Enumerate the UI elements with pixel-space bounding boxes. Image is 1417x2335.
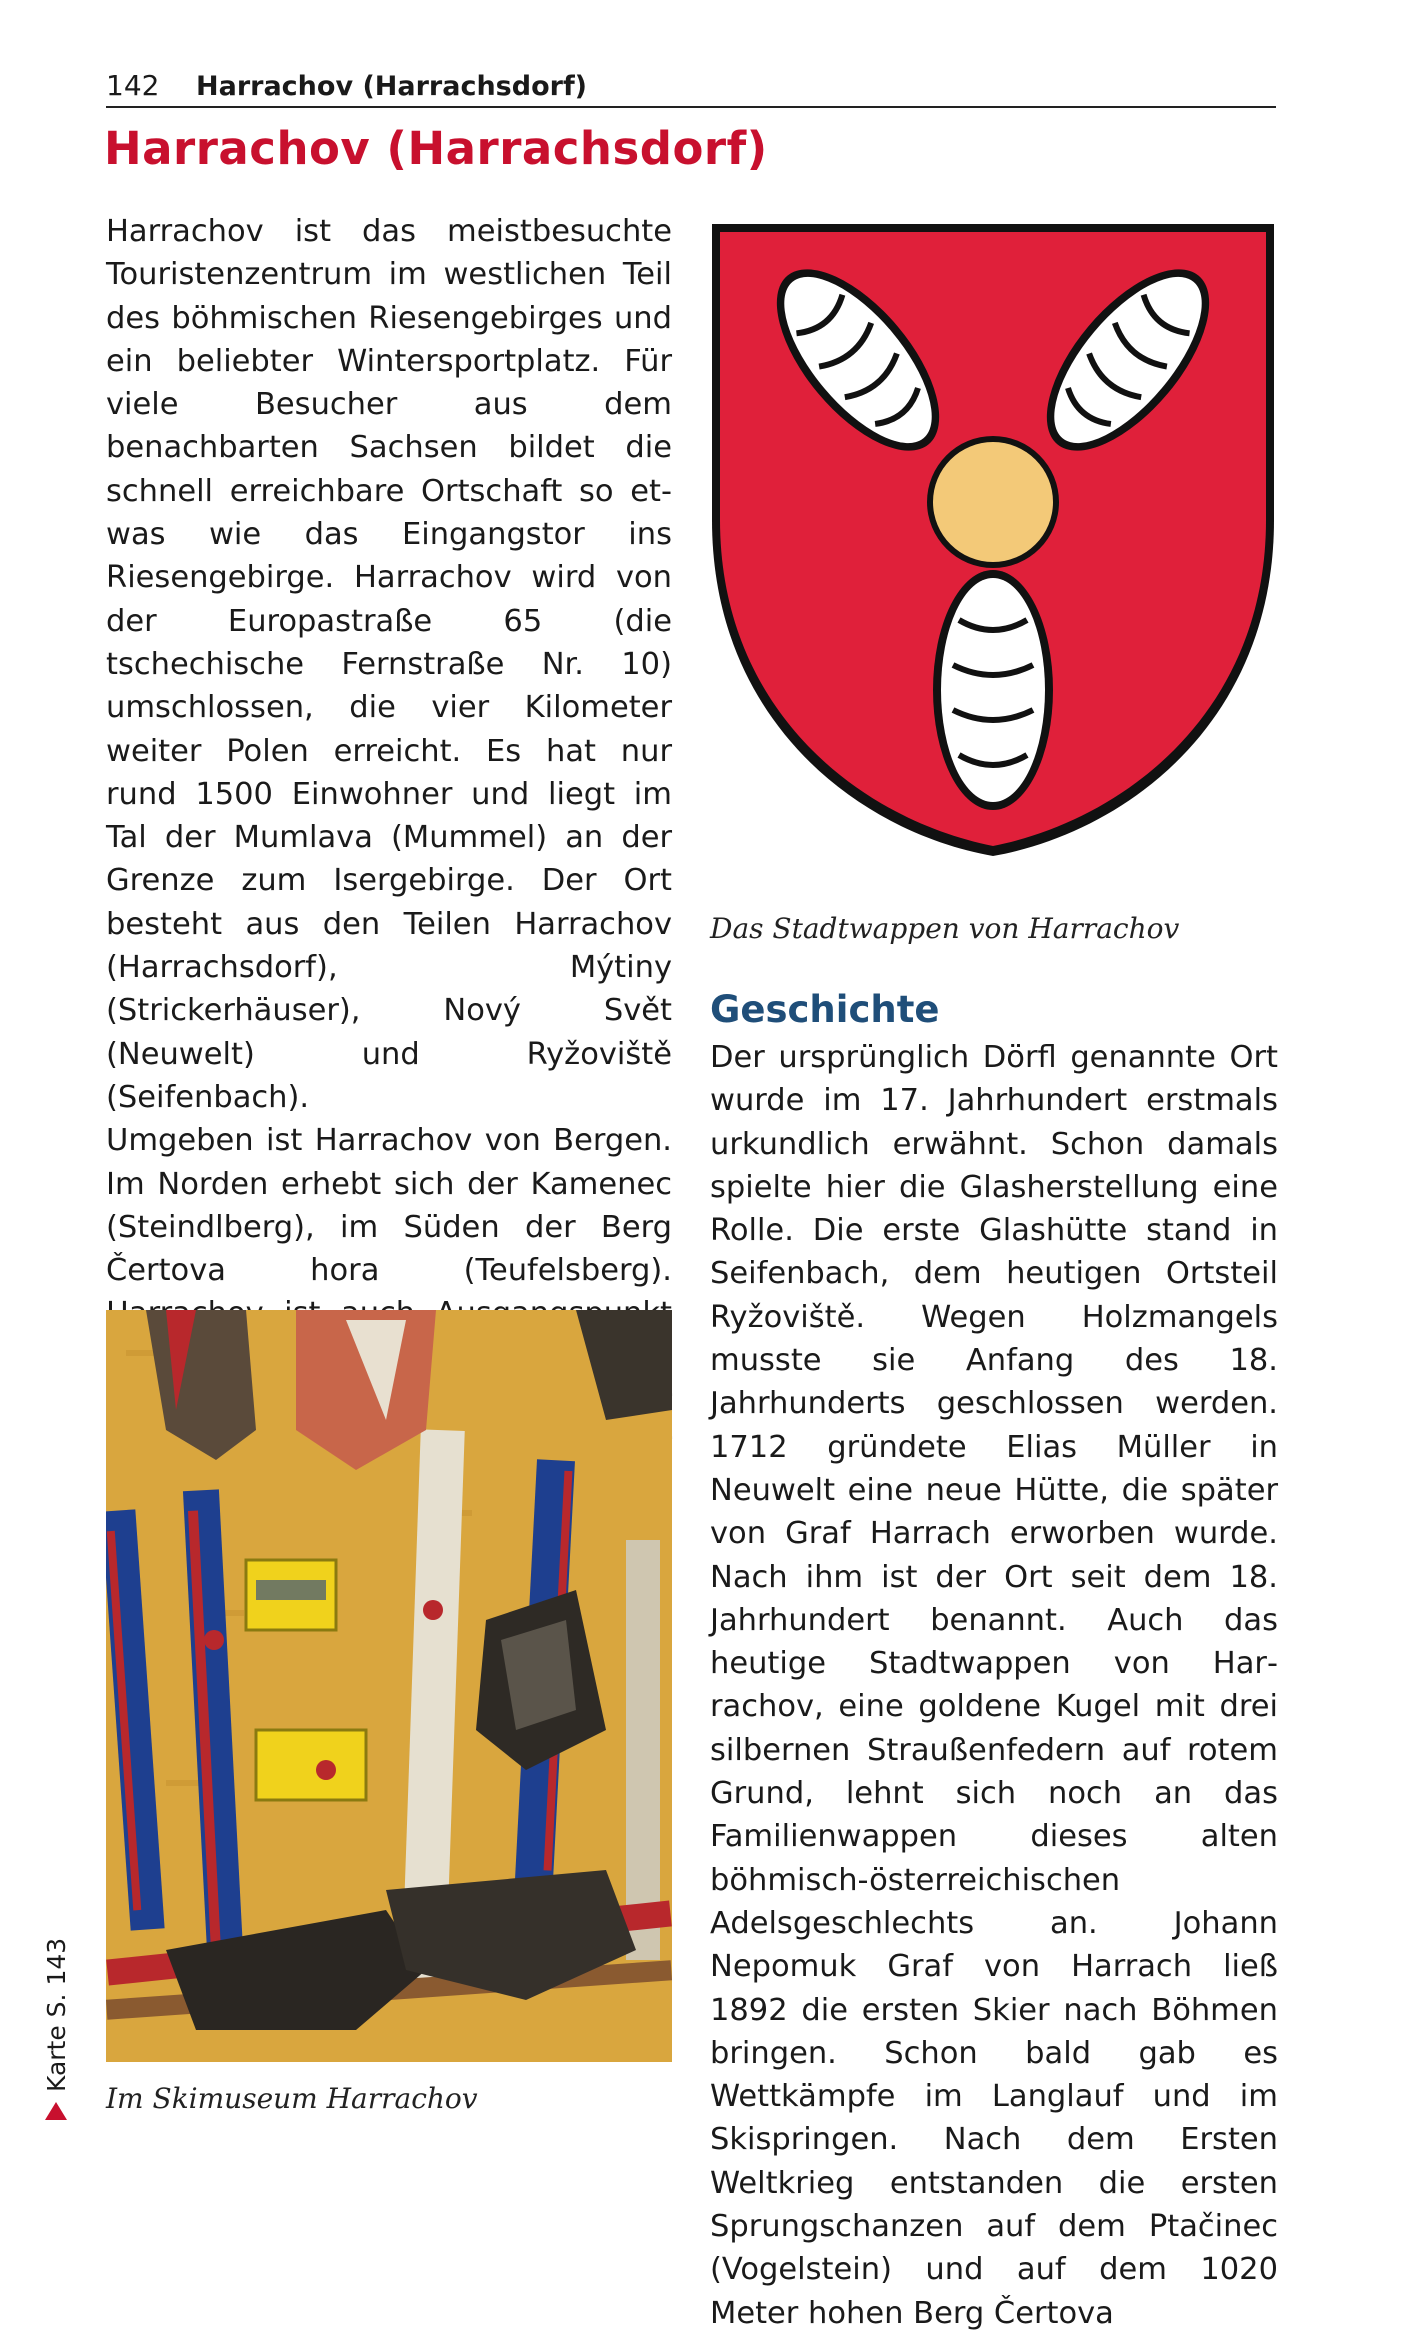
history-heading: Geschichte bbox=[710, 988, 940, 1031]
feather-bottom bbox=[933, 570, 1053, 810]
map-reference-label: Karte S. 143 bbox=[41, 1937, 71, 2092]
yellow-tray bbox=[256, 1730, 366, 1800]
running-header bbox=[106, 66, 1276, 108]
running-title: Harrachov (Harrachsdorf) bbox=[196, 71, 588, 102]
coat-of-arms-image bbox=[708, 220, 1278, 860]
history-paragraph: Der ursprünglich Dörfl genannte Ort wurde im 17. Jahrhundert erstmals urkundlich erwähnt. Schon damals spielte hier die Glasherstellung eine Rolle. Die erste Glashütte stand in Seifenbach, dem heutigen Ortsteil Ryžoviště. Wegen Holzmangels musste sie Anfang des 18. Jahrhunderts geschlossen werden. 1712 gründete Elias Müller in Neuwelt eine neue Hütte, die später von Graf Harrach erworben wurde. Nach ihm ist der Ort seit dem 18. Jahrhundert benannt. Auch das heutige Stadtwappen von Harrachov, eine goldene Kugel mit drei silbernen Straußenfedern auf rotem Grund, lehnt sich noch an das Familienwappen dieses alten böhmisch-österreichischen Adelsgeschlechts an. Johann Nepomuk Graf von Harrach ließ 1892 die ersten Skier nach Böhmen bringen. Schon bald gab es Wettkämpfe im Langlauf und im Skispringen. Nach dem Ersten Weltkrieg entstanden die ersten Sprungschanzen auf dem Ptačinec (Vogelstein) und auf dem 1020 Meter hohen Berg Čertova bbox=[710, 1040, 1278, 2331]
yellow-box bbox=[246, 1560, 336, 1630]
arrow-icon bbox=[45, 2102, 67, 2120]
intro-paragraph-1: Harrachov ist das meistbesuchte Touristenzentrum im westlichen Teil des böhmischen Riesengebirges und ein beliebter Wintersportplatz. Für viele Besucher aus dem benachbarten Sachsen bildet die schnell erreichbare Ortschaft so etwas wie das Eingangstor ins Riesengebirge. Harrachov wird von der Europastraße 65 (die tschechische Fernstraße Nr. 10) umschlossen, die vier Kilometer weiter Polen erreicht. Es hat nur rund 1500 Einwohner und liegt im Tal der Mumlava (Mummel) an der Grenze zum Isergebirge. Der Ort besteht aus den Teilen Harrachov (Harrachsdorf), Mýtiny (Strickerhäuser), Nový Svět (Neuwelt) und Ryžoviště (Seifenbach). bbox=[106, 214, 672, 1115]
page-number: 142 bbox=[106, 69, 160, 102]
chapter-title: Harrachov (Harrachsdorf) bbox=[104, 122, 768, 175]
ski-museum-photo bbox=[106, 1310, 672, 2062]
intro-paragraph-2: Umgeben ist Harrachov von Bergen. Im Norden erhebt sich der Kamenec (Steindlberg), im Süden der Berg Čertova hora (Teufelsberg). bbox=[106, 1123, 672, 1289]
history-text bbox=[710, 1036, 1278, 2335]
ski-5 bbox=[626, 1540, 660, 1960]
map-reference[interactable] bbox=[36, 1920, 76, 2120]
coat-of-arms-caption: Das Stadtwappen von Harrachov bbox=[710, 912, 1180, 945]
photo-caption: Im Skimuseum Harrachov bbox=[106, 2082, 478, 2115]
